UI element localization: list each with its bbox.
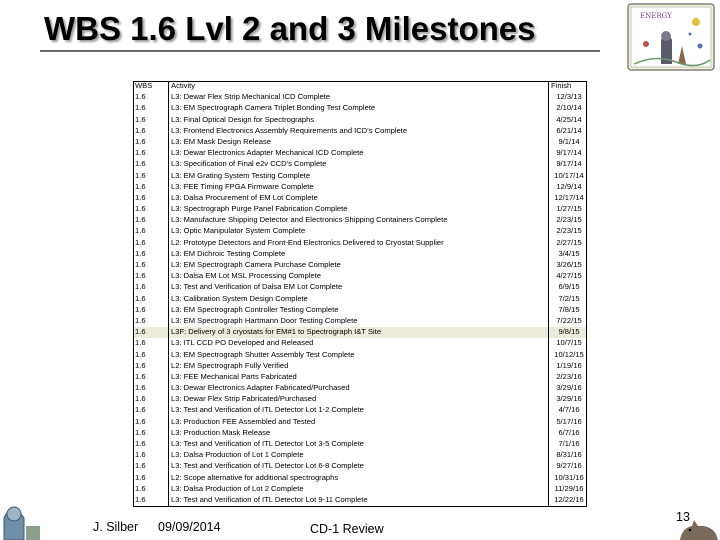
cell-activity: L3F: Delivery of 3 cryostats for EM#1 to Spectrograph I&T Site: [169, 327, 549, 338]
header-activity: Activity: [171, 81, 196, 90]
cell-wbs: 1.6: [135, 494, 146, 504]
page-title: WBS 1.6 Lvl 2 and 3 Milestones: [44, 10, 536, 47]
cell-wbs: 1.6: [135, 416, 146, 426]
cell-finish: 4/25/14: [556, 114, 582, 124]
cell-activity: L3: Dalsa Production of Lot 1 Complete: [171, 450, 304, 460]
cell-finish: 7/8/15: [558, 304, 580, 314]
page-number: 13: [676, 510, 690, 524]
header-wbs: WBS: [135, 81, 153, 90]
table-row: [133, 271, 587, 282]
cell-finish: 12/9/14: [556, 181, 582, 191]
cell-finish: 7/1/16: [558, 439, 580, 448]
table-row: [133, 282, 587, 293]
table-row: [133, 137, 587, 148]
cell-activity: L3: EM Dichroic Testing Complete: [171, 248, 286, 258]
cell-wbs: 1.6: [135, 450, 146, 460]
table-row: [133, 417, 587, 428]
cell-finish: 9/8/15: [549, 327, 587, 338]
cell-wbs: 1.6: [135, 92, 146, 102]
table-row: [133, 361, 587, 372]
cell-finish: 2/23/15: [556, 226, 582, 236]
cell-finish: 7/22/15: [556, 315, 582, 325]
cell-wbs: 1.6: [135, 349, 146, 359]
cell-wbs: 1.6: [135, 226, 146, 236]
cell-wbs: 1.6: [135, 271, 146, 281]
cell-finish: 2/23/15: [556, 215, 582, 225]
table-row: [133, 103, 587, 114]
table-row: [133, 484, 587, 495]
table-row: [133, 171, 587, 182]
cell-activity: L3: EM Grating System Testing Complete: [171, 170, 311, 180]
table-row: [133, 316, 587, 327]
cell-activity: L3: Test and Verification of Dalsa EM Lot Complete: [171, 282, 343, 292]
cell-wbs: 1.6: [135, 114, 146, 124]
table-row: [133, 439, 587, 450]
table-row: [133, 226, 587, 237]
table-row: [133, 260, 587, 271]
cell-finish: 10/17/14: [554, 170, 584, 180]
cell-activity: L3: Dalsa Procurement of EM Lot Complete: [171, 192, 318, 202]
table-row: [133, 148, 587, 159]
cell-finish: 9/17/14: [556, 159, 582, 169]
cell-wbs: 1.6: [135, 472, 146, 482]
cell-finish: 6/21/14: [556, 125, 582, 135]
cell-activity: L3: FEE Timing FPGA Firmware Complete: [171, 181, 314, 191]
cell-wbs: 1.6: [135, 125, 146, 135]
cell-activity: L3: Final Optical Design for Spectrographs: [171, 114, 315, 124]
table-row: [133, 249, 587, 260]
cell-finish: 2/10/14: [556, 103, 582, 113]
cell-wbs: 1.6: [133, 327, 169, 338]
cell-activity: L3: Test and Verification of ITL Detector Lot 9-11 Complete: [171, 494, 368, 504]
cell-wbs: 1.6: [135, 360, 146, 370]
logo-text: ENERGY: [640, 12, 672, 20]
table-row: [133, 394, 587, 405]
cell-wbs: 1.6: [135, 248, 146, 258]
cell-finish: 6/9/15: [558, 282, 580, 292]
table-row: [133, 350, 587, 361]
cell-wbs: 1.6: [135, 103, 146, 113]
cell-activity: L3: Spectrograph Purge Panel Fabrication Complete: [171, 204, 348, 214]
table-row: [133, 372, 587, 383]
cell-activity: L3: Dewar Flex Strip Mechanical ICD Complete: [171, 92, 331, 102]
cell-wbs: 1.6: [135, 282, 146, 292]
cell-wbs: 1.6: [135, 383, 146, 393]
cell-activity: L3: Test and Verification of ITL Detector Lot 3-5 Complete: [171, 439, 364, 448]
header-finish: Finish: [551, 81, 572, 90]
footer-event: CD-1 Review: [310, 522, 384, 536]
cell-activity: L3: EM Spectrograph Shutter Assembly Test Complete: [171, 349, 355, 359]
table-row: [133, 238, 587, 249]
cell-finish: 8/31/16: [556, 450, 582, 460]
cell-activity: L3: Frontend Electronics Assembly Requirements and ICD's Complete: [171, 125, 408, 135]
cell-wbs: 1.6: [135, 304, 146, 314]
dark-energy-logo-icon: [626, 2, 716, 74]
table-row: [133, 115, 587, 126]
table-row: [133, 473, 587, 484]
cell-finish: 9/1/14: [558, 136, 580, 146]
cell-finish: 4/7/16: [558, 405, 580, 415]
table-row: [133, 215, 587, 226]
cat-icon: [676, 512, 720, 540]
table-row: [133, 305, 587, 316]
cell-activity: L3: Manufacture Shipping Detector and Electronics Shipping Containers Complete: [171, 215, 448, 225]
cell-activity: L3: Dewar Flex Strip Fabricated/Purchased: [171, 394, 317, 404]
table-row: [133, 338, 587, 349]
table-row: [133, 92, 587, 103]
cell-finish: 3/26/15: [556, 260, 582, 269]
cell-finish: 2/27/15: [556, 237, 582, 247]
cell-wbs: 1.6: [135, 192, 146, 202]
cell-finish: 9/17/14: [556, 148, 582, 158]
cell-wbs: 1.6: [135, 148, 146, 158]
cell-activity: L3: Production Mask Release: [171, 427, 271, 437]
cell-finish: 11/29/16: [554, 483, 584, 493]
cell-activity: L3: Optic Manipulator System Complete: [171, 226, 306, 236]
table-row: [133, 126, 587, 137]
table-header-row: [133, 81, 587, 92]
cell-finish: 3/4/15: [558, 248, 580, 258]
cell-activity: L2: EM Spectrograph Fully Verified: [171, 360, 289, 370]
cell-wbs: 1.6: [135, 394, 146, 404]
milestones-table: [133, 81, 587, 506]
cell-activity: L3: Dalsa Production of Lot 2 Complete: [171, 483, 304, 493]
cell-wbs: 1.6: [135, 371, 146, 381]
footer-date: 09/09/2014: [158, 520, 221, 534]
cell-activity: L3: Test and Verification of ITL Detector Lot 1-2 Complete: [171, 405, 364, 415]
telescope-icon: [0, 488, 46, 540]
cell-activity: L3: Dewar Electronics Adapter Mechanical ICD Complete: [171, 148, 364, 158]
cell-activity: L3: EM Spectrograph Camera Purchase Complete: [171, 260, 341, 269]
cell-activity: L3: EM Mask Design Release: [171, 136, 272, 146]
cell-activity: L3: Dalsa EM Lot MSL Processing Complete: [171, 271, 321, 281]
cell-wbs: 1.6: [135, 439, 146, 448]
cell-finish: 12/3/13: [556, 92, 582, 102]
cell-finish: 6/7/16: [558, 427, 580, 437]
table-row: [133, 204, 587, 215]
cell-activity: L3: Production FEE Assembled and Tested: [171, 416, 316, 426]
cell-activity: L3: EM Spectrograph Hartmann Door Testing Complete: [171, 315, 358, 325]
cell-wbs: 1.6: [135, 293, 146, 303]
footer-author: J. Silber: [93, 520, 139, 534]
cell-finish: 7/2/15: [558, 293, 580, 303]
cell-finish: 10/12/15: [554, 349, 584, 359]
cell-finish: 3/29/16: [556, 394, 582, 404]
cell-finish: 1/27/15: [556, 204, 582, 214]
cell-activity: L2: Scope alternative for additional spectrographs: [171, 472, 339, 482]
table-row: [133, 383, 587, 394]
cell-wbs: 1.6: [135, 237, 146, 247]
table-row: [133, 450, 587, 461]
cell-wbs: 1.6: [135, 136, 146, 146]
cell-activity: L3: EM Spectrograph Controller Testing Complete: [171, 304, 339, 314]
table-row: [133, 405, 587, 416]
cell-wbs: 1.6: [135, 405, 146, 415]
table-row: [133, 294, 587, 305]
table-row: [133, 159, 587, 170]
cell-wbs: 1.6: [135, 260, 146, 269]
cell-activity: L3: Dewar Electronics Adapter Fabricated/Purchased: [171, 383, 350, 393]
table-row: [133, 193, 587, 204]
table-row: [133, 182, 587, 193]
cell-wbs: 1.6: [135, 315, 146, 325]
table-row: [133, 495, 587, 506]
cell-finish: 1/19/16: [556, 360, 582, 370]
cell-finish: 5/17/16: [556, 416, 582, 426]
cell-wbs: 1.6: [135, 461, 146, 471]
title-underline: [40, 50, 600, 52]
cell-finish: 12/22/16: [554, 494, 584, 504]
cell-activity: L3: Specification of Final e2v CCD's Complete: [171, 159, 327, 169]
cell-activity: L3: Test and Verification of ITL Detector Lot 6-8 Complete: [171, 461, 364, 471]
cell-activity: L2: Prototype Detectors and Front-End Electronics Delivered to Cryostat Supplier: [171, 237, 444, 247]
cell-finish: 10/31/16: [554, 472, 584, 482]
cell-finish: 10/7/15: [556, 338, 582, 348]
cell-wbs: 1.6: [135, 204, 146, 214]
cell-wbs: 1.6: [135, 338, 146, 348]
cell-finish: 2/23/16: [556, 371, 582, 381]
cell-activity: L3: Calibration System Design Complete: [171, 293, 308, 303]
cell-finish: 3/29/16: [556, 383, 582, 393]
table-row: [133, 428, 587, 439]
table-row: [133, 327, 587, 338]
cell-wbs: 1.6: [135, 170, 146, 180]
cell-wbs: 1.6: [135, 215, 146, 225]
cell-wbs: 1.6: [135, 483, 146, 493]
cell-wbs: 1.6: [135, 159, 146, 169]
cell-activity: L3: EM Spectrograph Camera Triplet Bonding Test Complete: [171, 103, 376, 113]
cell-finish: 12/17/14: [554, 192, 584, 202]
cell-wbs: 1.6: [135, 427, 146, 437]
cell-activity: L3: ITL CCD PO Developed and Released: [171, 338, 314, 348]
table-row: [133, 461, 587, 472]
cell-finish: 9/27/16: [556, 461, 582, 471]
cell-finish: 4/27/15: [556, 271, 582, 281]
cell-wbs: 1.6: [135, 181, 146, 191]
cell-activity: L3: FEE Mechanical Parts Fabricated: [171, 371, 297, 381]
